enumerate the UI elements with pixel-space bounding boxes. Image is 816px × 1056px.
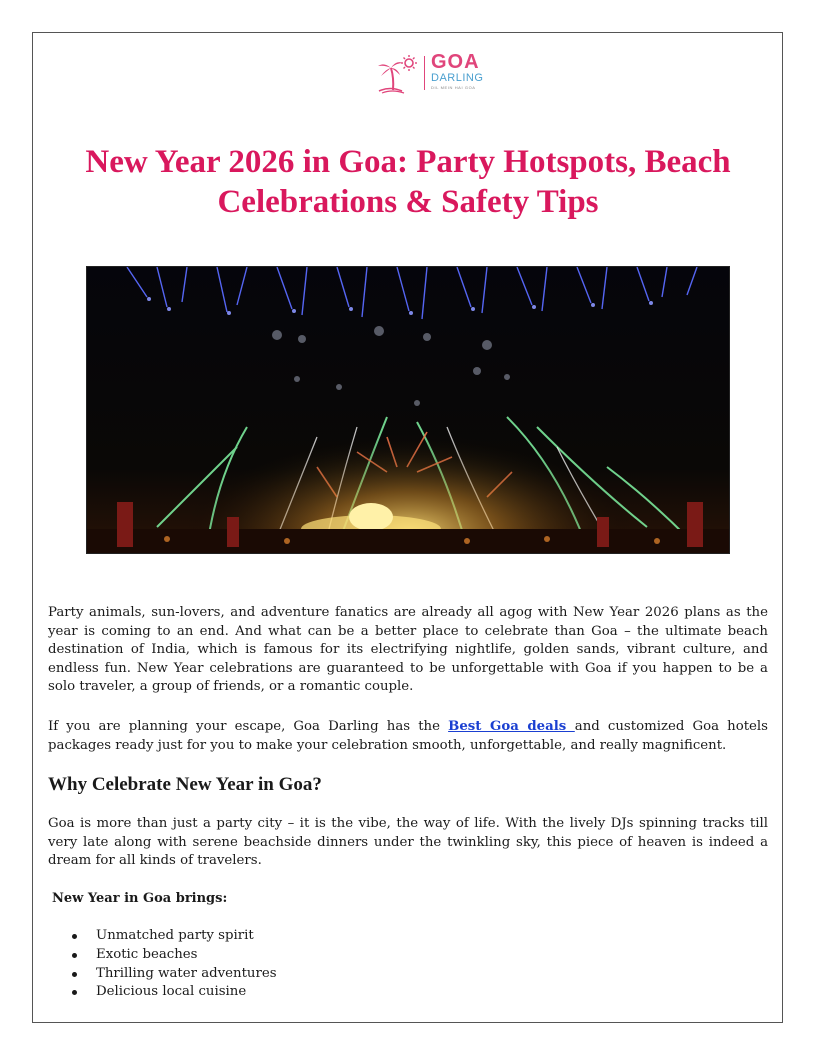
intro-paragraph: Party animals, sun-lovers, and adventure fanatics are already all agog with New Year 2026 plans as the year is coming to an end. And what can be a better place to celebrate than Goa – the ultimate beach destination of India, which is famous for its electrifying nightlife, golden sands, vibrant culture, and endless fun. New Year celebrations are guaranteed to be unforgettable with Goa if you happen to be a solo traveler, a group of friends, or a romantic couple. [48, 605, 768, 695]
best-goa-deals-link[interactable]: Best Goa deals [448, 719, 575, 734]
logo-name-primary: GOA [431, 51, 480, 73]
palm-tree-sun-icon [376, 54, 420, 94]
bullet-icon [72, 972, 77, 977]
list-item-text: Thrilling water adventures [96, 965, 277, 981]
logo-name-secondary: DARLING [431, 72, 484, 84]
brings-list [72, 927, 277, 1002]
deals-text-after: and customized Goa hotels packages ready just for you to make your celebration smooth, unforgettable, and really magnificent. [48, 719, 769, 753]
bullet-icon [72, 934, 77, 939]
list-item [72, 965, 277, 984]
list-item [72, 983, 277, 1002]
list-item-text: Exotic beaches [96, 946, 198, 962]
list-item-text: Unmatched party spirit [96, 928, 254, 943]
section-paragraph: Goa is more than just a party city – it is the vibe, the way of life. With the lively DJs spinning tracks till very late along with serene beachside dinners under the twinkling sky, this piece of heaven is indeed a dream for all kinds of travelers. [48, 816, 768, 869]
bullet-icon [72, 953, 77, 958]
list-item [72, 946, 277, 965]
list-item [72, 927, 277, 946]
article-title: New Year 2026 in Goa: Party Hotspots, Beach Celebrations & Safety Tips [85, 144, 731, 220]
hero-fireworks-image [86, 266, 730, 554]
logo-divider [424, 56, 425, 90]
list-item-text: Delicious local cuisine [96, 984, 247, 1000]
deals-paragraph [48, 718, 768, 755]
goa-darling-logo[interactable] [376, 52, 488, 94]
section-heading: Why Celebrate New Year in Goa? [48, 774, 322, 795]
logo-tagline: DIL MEIN HAI GOA [431, 85, 476, 90]
bullet-icon [72, 990, 77, 995]
fireworks-image [87, 267, 730, 554]
deals-text-before: If you are planning your escape, Goa Darling has the [48, 719, 449, 734]
brings-label: New Year in Goa brings: [52, 891, 228, 906]
